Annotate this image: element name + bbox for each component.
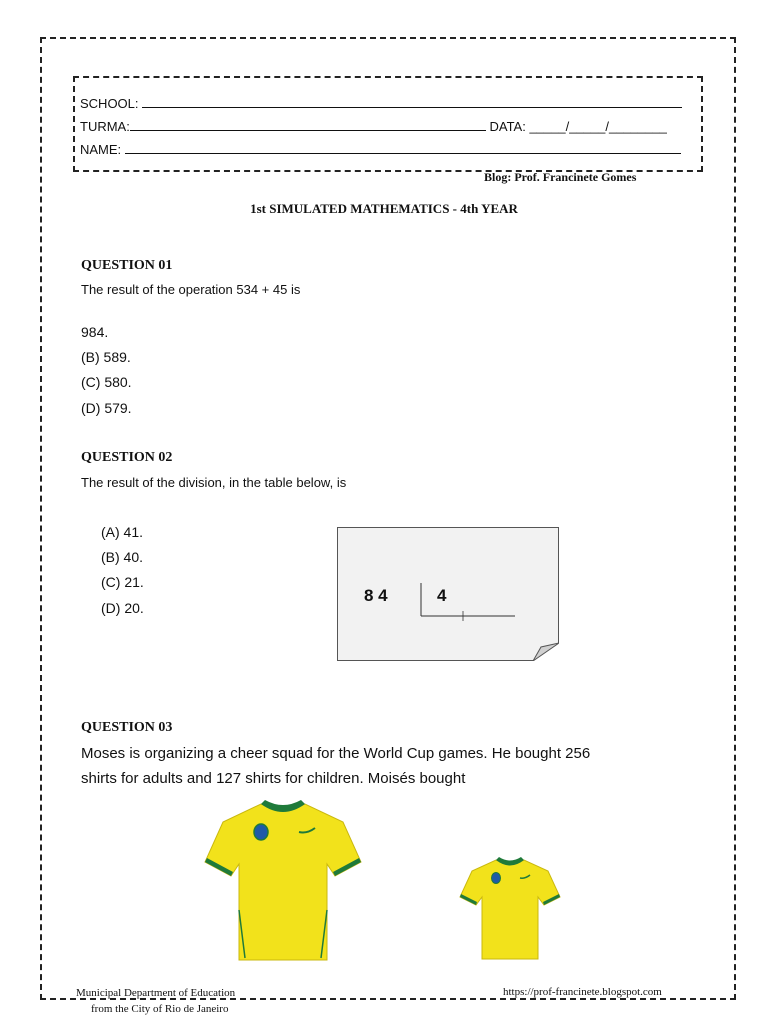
dividend: 8 4 <box>364 586 388 605</box>
division-bracket <box>337 527 559 661</box>
turma-line <box>80 117 667 134</box>
question-01-title: QUESTION 01 <box>81 258 173 273</box>
q2-option[interactable]: (C) 21. <box>101 574 144 590</box>
q1-option[interactable]: 984. <box>81 324 109 340</box>
turma-field[interactable] <box>130 117 486 131</box>
name-label: NAME: <box>80 142 122 157</box>
question-01-text: The result of the operation 534 + 45 is <box>81 282 301 297</box>
school-line <box>80 94 682 111</box>
q1-option[interactable]: (C) 580. <box>81 374 132 390</box>
name-field[interactable] <box>125 140 681 154</box>
footer-url[interactable]: https://prof-francinete.blogspot.com <box>503 986 662 998</box>
adult-shirt-icon <box>203 800 363 962</box>
page-title: 1st SIMULATED MATHEMATICS - 4th YEAR <box>250 201 518 216</box>
data-field[interactable]: _____/_____/________ <box>529 119 667 134</box>
blog-credit: Blog: Prof. Francinete Gomes <box>484 170 637 184</box>
turma-label: TURMA: <box>80 119 130 134</box>
q2-option[interactable]: (A) 41. <box>101 524 144 540</box>
division-table <box>337 527 559 661</box>
q2-option[interactable]: (B) 40. <box>101 549 144 565</box>
school-label: SCHOOL: <box>80 96 139 111</box>
school-field[interactable] <box>142 94 682 108</box>
question-03-title: QUESTION 03 <box>81 720 173 735</box>
question-02-text: The result of the division, in the table below, is <box>81 475 347 490</box>
q1-option[interactable]: (D) 579. <box>81 400 132 416</box>
divisor: 4 <box>437 586 447 605</box>
name-line <box>80 140 681 157</box>
question-02-title: QUESTION 02 <box>81 450 173 465</box>
q2-option[interactable]: (D) 20. <box>101 600 144 616</box>
question-03-text-line1: Moses is organizing a cheer squad for the World Cup games. He bought 256 <box>81 745 591 762</box>
child-shirt-icon <box>458 857 562 961</box>
footer-city: from the City of Rio de Janeiro <box>91 1003 229 1015</box>
footer-department: Municipal Department of Education <box>76 987 236 999</box>
q1-option[interactable]: (B) 589. <box>81 349 131 365</box>
data-label: DATA: <box>489 119 526 134</box>
question-03-text-line2: shirts for adults and 127 shirts for children. Moisés bought <box>81 770 466 787</box>
